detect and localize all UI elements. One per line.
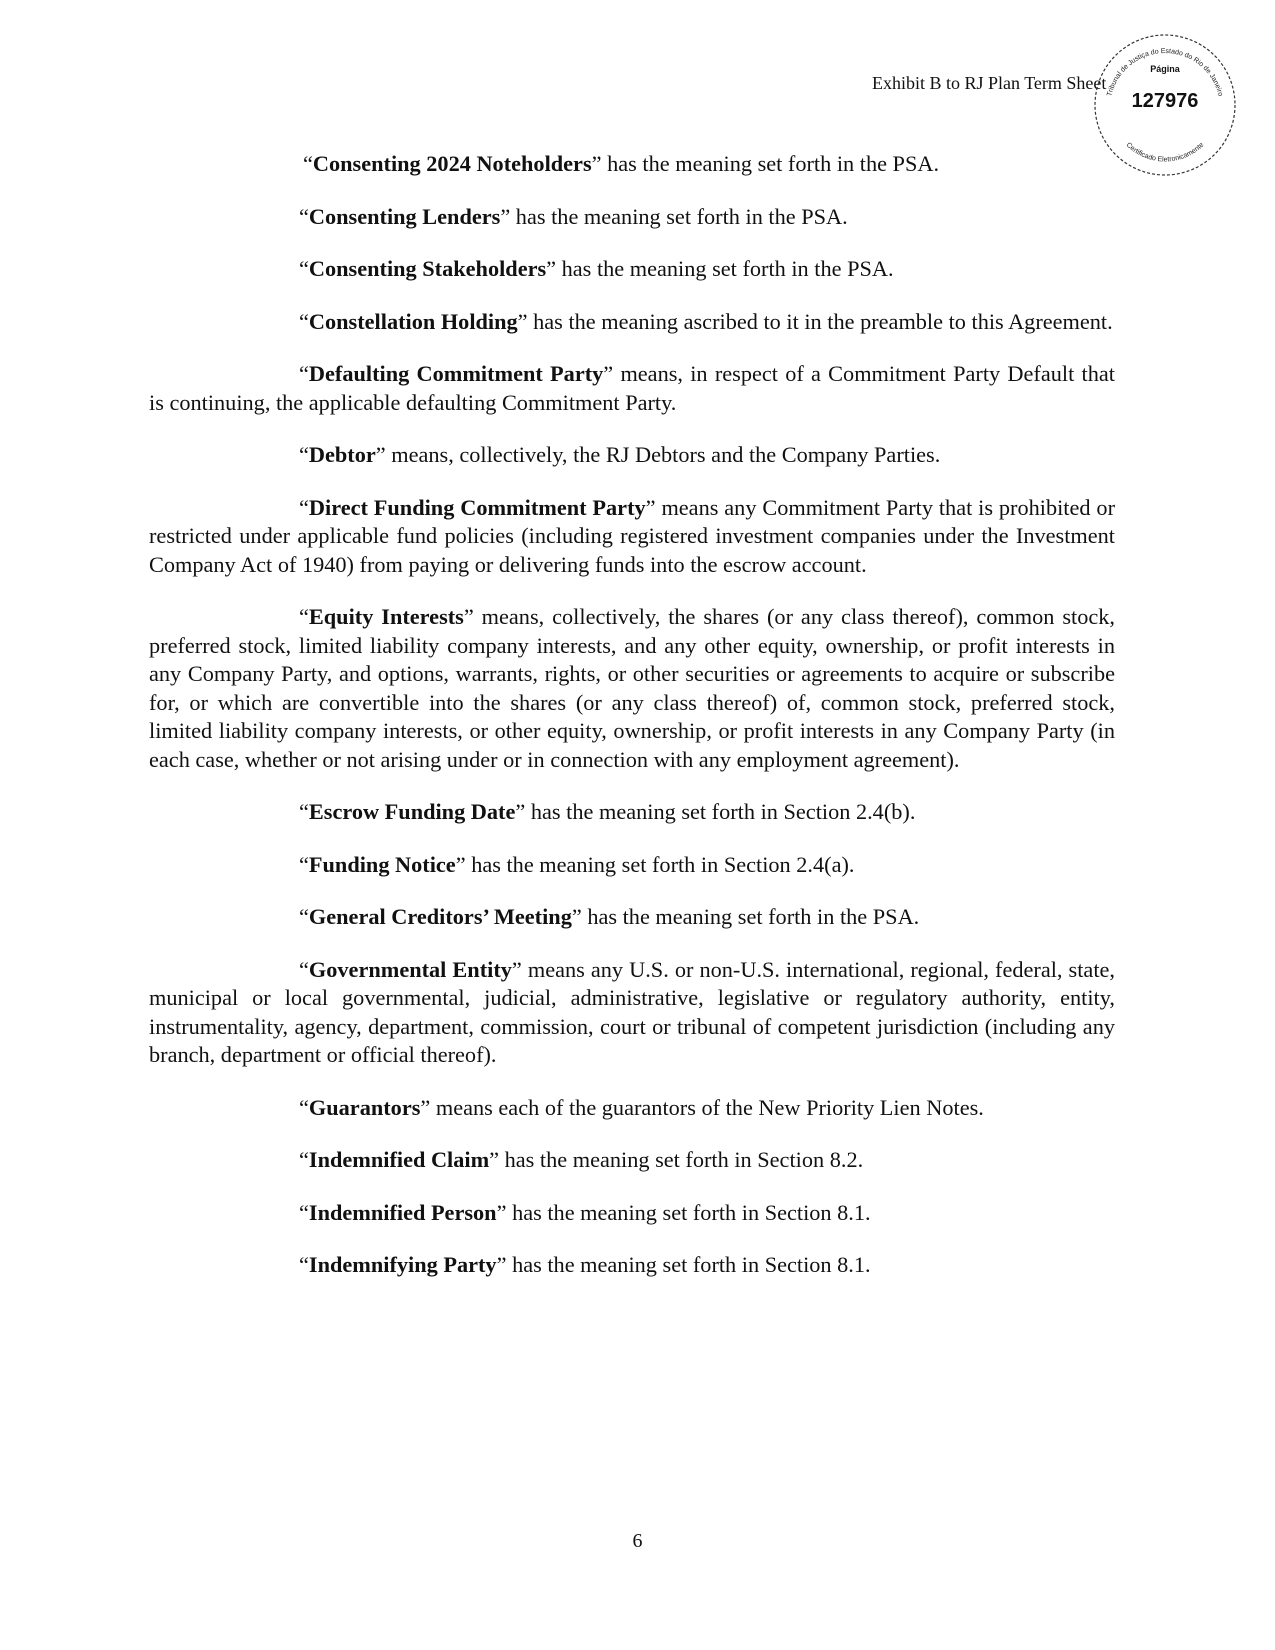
defined-term: Debtor — [308, 442, 376, 467]
definition-paragraph: “Guarantors” means each of the guarantors of the New Priority Lien Notes. — [299, 1094, 984, 1120]
seal-pagina-label: Página — [1150, 64, 1180, 74]
seal-ring-bottom-text: Certificado Eletronicamente — [1124, 141, 1206, 164]
definition-text: ” has the meaning set forth in Section 8.2. — [489, 1147, 864, 1172]
defined-term: Guarantors — [308, 1094, 421, 1120]
defined-term: Consenting Stakeholders — [308, 256, 547, 281]
definition-paragraph: “Equity Interests” means, collectively, the shares (or any class thereof), common stock, preferred stock, limited liability company interests, and any other equity, ownership, or profit interests in any Company Party, and options, warrants, rights, or other securities or agreements to acquire or subscribe for, or which are convertible into the shares (or any class thereof) of, common stock, preferred stock, limited liability company interests, or other equity, ownership, or profit interests in any Company Party (in each case, whether or not arising under or in connection with any employment agreement). — [149, 604, 1115, 772]
definition-text: ” means, collectively, the RJ Debtors and the Company Parties. — [375, 442, 941, 467]
definition-paragraph: “Consenting Stakeholders” has the meaning set forth in the PSA. — [299, 256, 894, 281]
definition-text: ” has the meaning ascribed to it in the preamble to this Agreement. — [517, 308, 1113, 334]
defined-term: Indemnified Person — [308, 1199, 497, 1225]
definition-text: ” has the meaning set forth in the PSA. — [546, 256, 894, 281]
page-number: 6 — [632, 1530, 643, 1552]
defined-term: Consenting 2024 Noteholders — [312, 151, 592, 176]
definition-text: ” has the meaning set forth in the PSA. — [571, 904, 920, 929]
definition-paragraph: “Debtor” means, collectively, the RJ Debtors and the Company Parties. — [299, 442, 941, 467]
definition-paragraph: “Defaulting Commitment Party” means, in respect of a Commitment Party Default that is continuing, the applicable defaulting Commitment Party. — [149, 361, 1115, 415]
definition-paragraph: “Indemnifying Party” has the meaning set forth in Section 8.1. — [299, 1252, 871, 1277]
defined-term: Defaulting Commitment Party — [308, 361, 604, 386]
definition-text: ” has the meaning set forth in Section 2.4(b). — [515, 799, 916, 824]
defined-term: Escrow Funding Date — [308, 799, 516, 824]
definition-text: ” means, in respect of a Commitment Party Default that is continuing, the applicable defaulting Commitment Party. — [149, 361, 1115, 415]
definition-paragraph: “Consenting 2024 Noteholders” has the meaning set forth in the PSA. — [303, 151, 940, 176]
defined-term: Equity Interests — [308, 604, 464, 629]
defined-term: Consenting Lenders — [308, 203, 501, 229]
definition-text: ” means any U.S. or non-U.S. international, regional, federal, state, municipal or local governmental, judicial, administrative, legislative or regulatory authority, entity, instrumentality, agency, department, commission, court or tribunal of competent jurisdiction (including any branch, department or official thereof). — [149, 956, 1115, 1067]
definition-paragraph: “Consenting Lenders” has the meaning set forth in the PSA. — [299, 203, 848, 229]
definition-paragraph: “Indemnified Claim” has the meaning set forth in Section 8.2. — [299, 1147, 864, 1172]
definition-text: ” has the meaning set forth in Section 2.4(a). — [455, 851, 855, 877]
defined-term: Indemnified Claim — [308, 1147, 490, 1172]
defined-term: General Creditors’ Meeting — [308, 904, 572, 929]
defined-term: Indemnifying Party — [308, 1252, 497, 1277]
definition-text: ” has the meaning set forth in the PSA. — [500, 203, 848, 229]
seal-ring-top-text: Tribunal de Justiça do Estado do Rio de Janeiro — [1106, 47, 1224, 97]
definition-paragraph: “Indemnified Person” has the meaning set forth in Section 8.1. — [299, 1199, 871, 1225]
definition-text: ” has the meaning set forth in the PSA. — [591, 151, 940, 176]
definition-paragraph: “Constellation Holding” has the meaning ascribed to it in the preamble to this Agreement. — [299, 308, 1113, 334]
definition-paragraph: “Direct Funding Commitment Party” means any Commitment Party that is prohibited or restricted under applicable fund policies (including registered investment companies under the Investment Company Act of 1940) from paying or delivering funds into the escrow account. — [149, 494, 1115, 577]
definition-paragraph: “Escrow Funding Date” has the meaning set forth in Section 2.4(b). — [299, 799, 916, 824]
defined-term: Governmental Entity — [308, 956, 512, 982]
definition-paragraph: “Funding Notice” has the meaning set forth in Section 2.4(a). — [299, 851, 855, 877]
defined-term: Direct Funding Commitment Party — [308, 494, 646, 520]
definition-text: ” has the meaning set forth in Section 8.1. — [496, 1199, 871, 1225]
defined-term: Funding Notice — [308, 851, 456, 877]
definitions-list — [149, 150, 1115, 1304]
definition-paragraph: “Governmental Entity” means any U.S. or non-U.S. international, regional, federal, state, municipal or local governmental, judicial, administrative, legislative or regulatory authority, entity, instrumentality, agency, department, commission, court or tribunal of competent jurisdiction (including any branch, department or official thereof). — [149, 956, 1115, 1067]
definition-text: ” has the meaning set forth in Section 8.1. — [496, 1252, 871, 1277]
svg-text:Certificado Eletronicamente — [1125, 142, 1206, 164]
definition-text: ” means each of the guarantors of the New Priority Lien Notes. — [420, 1094, 984, 1120]
definition-text: ” means, collectively, the shares (or any class thereof), common stock, preferred stock, limited liability company interests, and any other equity, ownership, or profit interests in any Company Party, and options, warrants, rights, or other securities or agreements to acquire or subscribe for, or which are convertible into the shares (or any class thereof) of, common stock, preferred stock, limited liability company interests, or other equity, ownership, or profit interests in any Company Party (in each case, whether or not arising under or in connection with any employment agreement). — [149, 604, 1115, 772]
definition-paragraph: “General Creditors’ Meeting” has the meaning set forth in the PSA. — [299, 904, 920, 929]
seal-page-number: 127976 — [1131, 90, 1199, 112]
defined-term: Constellation Holding — [308, 308, 518, 334]
header-label: Exhibit B to RJ Plan Term Sheet — [872, 73, 1107, 93]
definition-text: ” means any Commitment Party that is prohibited or restricted under applicable fund policies (including registered investment companies under the Investment Company Act of 1940) from paying or delivering funds into the escrow account. — [149, 494, 1115, 577]
